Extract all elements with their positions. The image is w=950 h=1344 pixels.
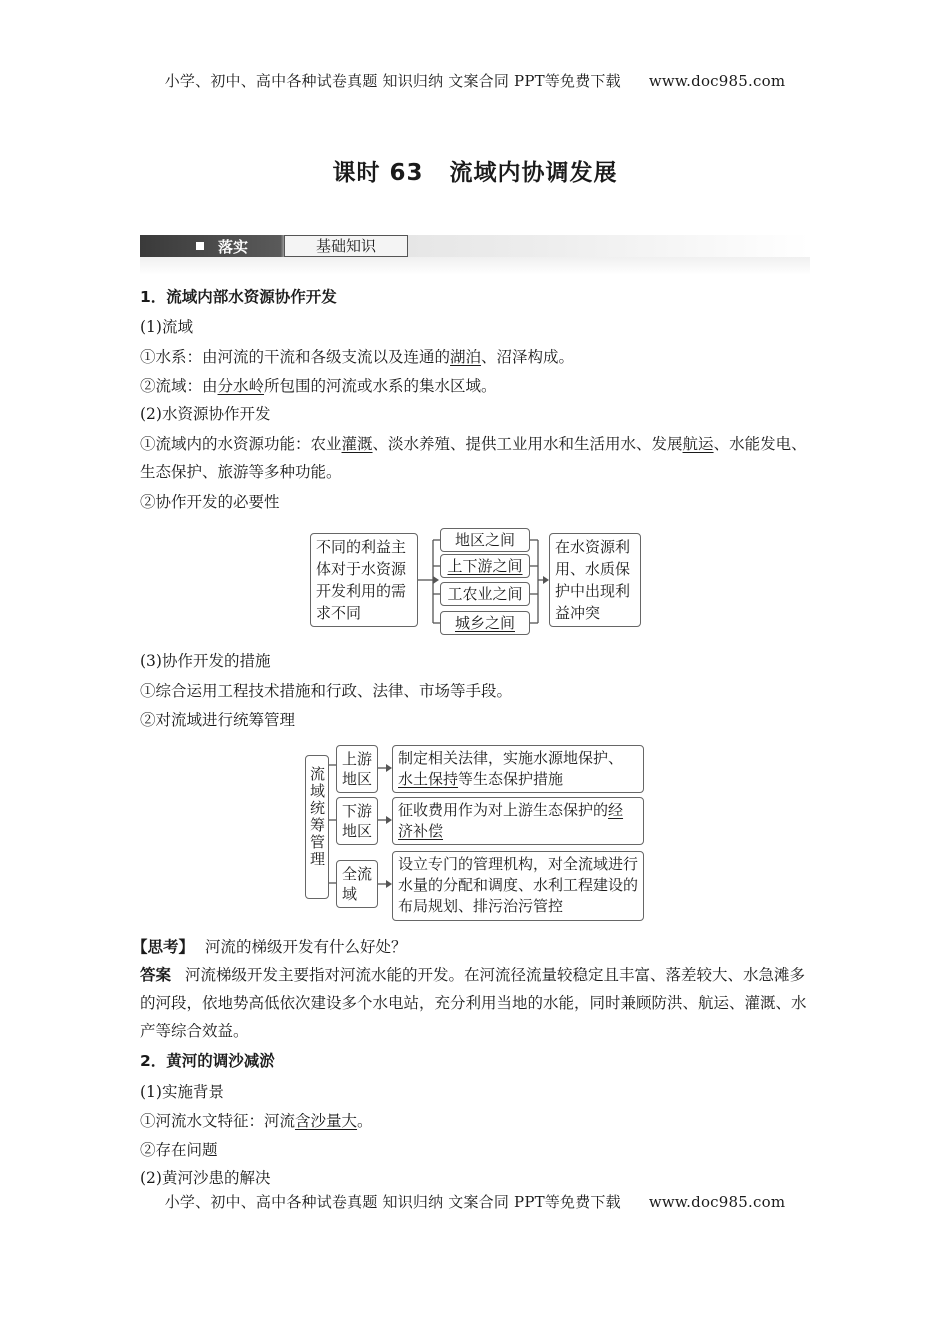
para-1-6: ②协作开发的必要性	[140, 493, 280, 511]
para-2-4: (2)黄河沙患的解决	[140, 1169, 271, 1187]
think-tag: 【思考】	[132, 938, 195, 956]
underlined-term: 湖泊	[450, 348, 482, 366]
measure-box: 制定相关法律，实施水源地保护、水土保持等生态保护措施	[392, 745, 644, 793]
para-1-3: ②流域：由分水岭所包围的河流或水系的集水区域。	[140, 377, 497, 395]
para-1-2: ①水系：由河流的干流和各级支流以及连通的湖泊、沼泽构成。	[140, 348, 575, 366]
think-line	[132, 937, 804, 957]
para-1-9: ②对流域进行统筹管理	[140, 711, 296, 729]
footer-text: 小学、初中、高中各种试卷真题 知识归纳 文案合同 PPT等免费下载	[164, 1193, 621, 1211]
header-url[interactable]: www.doc985.com	[648, 72, 786, 90]
lesson-number: 课时 63	[332, 160, 424, 186]
page-header	[0, 70, 950, 91]
conflict-item: 城乡之间	[440, 611, 530, 635]
section-label: 基础知识	[284, 235, 408, 257]
underlined-term: 含沙量大	[295, 1112, 358, 1130]
think-question: 河流的梯级开发有什么好处？	[204, 938, 407, 956]
header-text: 小学、初中、高中各种试卷真题 知识归纳 文案合同 PPT等免费下载	[164, 72, 621, 90]
para-1-8: ①综合运用工程技术措施和行政、法律、市场等手段。	[140, 682, 513, 700]
measure-box: 征收费用作为对上游生态保护的经济补偿	[392, 797, 644, 845]
area-box: 上游地区	[336, 745, 378, 793]
page-footer	[0, 1191, 950, 1212]
conflict-item: 地区之间	[440, 528, 530, 552]
lesson-name: 流域内协调发展	[449, 160, 618, 186]
para-1-1: (1)流域	[140, 318, 193, 336]
page-title	[0, 154, 950, 187]
area-box: 下游地区	[336, 797, 378, 845]
answer-block	[140, 961, 812, 1045]
para-2-3: ②存在问题	[140, 1141, 218, 1159]
conflict-item: 工农业之间	[440, 582, 530, 606]
root-box: 流域统筹管理	[305, 755, 329, 899]
footer-url[interactable]: www.doc985.com	[648, 1193, 786, 1211]
answer-tag: 答案	[140, 966, 172, 984]
area-box: 全流域	[336, 860, 378, 908]
underlined-term: 分水岭	[217, 377, 265, 395]
underlined-term: 灌溉	[341, 435, 373, 453]
answer-text: 河流梯级开发主要指对河流水能的开发。在河流径流量较稳定且丰富、落差较大、水急滩多的河段，依地势高低依次建设多个水电站，充分利用当地的水能，同时兼顾防洪、航运、灌溉、水产等综合效益。	[140, 966, 807, 1040]
section-tag: 落实	[218, 238, 249, 256]
cause-box: 不同的利益主体对于水资源开发利用的需求不同	[310, 533, 418, 627]
measure-box: 设立专门的管理机构，对全流域进行水量的分配和调度、水利工程建设的布局规划、排污治污管控	[392, 851, 644, 921]
section1-heading: 1．流域内部水资源协作开发	[140, 288, 337, 306]
underlined-term: 航运	[682, 435, 714, 453]
square-bullet-icon	[196, 242, 204, 250]
section-band	[140, 235, 810, 275]
para-1-4: (2)水资源协作开发	[140, 405, 271, 423]
para-1-5: ①流域内的水资源功能：农业灌溉、淡水养殖、提供工业用水和生活用水、发展航运、水能发电、生态保护、旅游等多种功能。	[140, 435, 807, 481]
para-1-7: (3)协作开发的措施	[140, 652, 271, 670]
para-2-2: ①河流水文特征：河流含沙量大。	[140, 1112, 373, 1130]
result-box: 在水资源利用、水质保护中出现利益冲突	[549, 533, 641, 627]
section2-heading: 2．黄河的调沙减淤	[140, 1052, 275, 1070]
para-2-1: (1)实施背景	[140, 1083, 224, 1101]
conflict-item: 上下游之间	[440, 554, 530, 578]
